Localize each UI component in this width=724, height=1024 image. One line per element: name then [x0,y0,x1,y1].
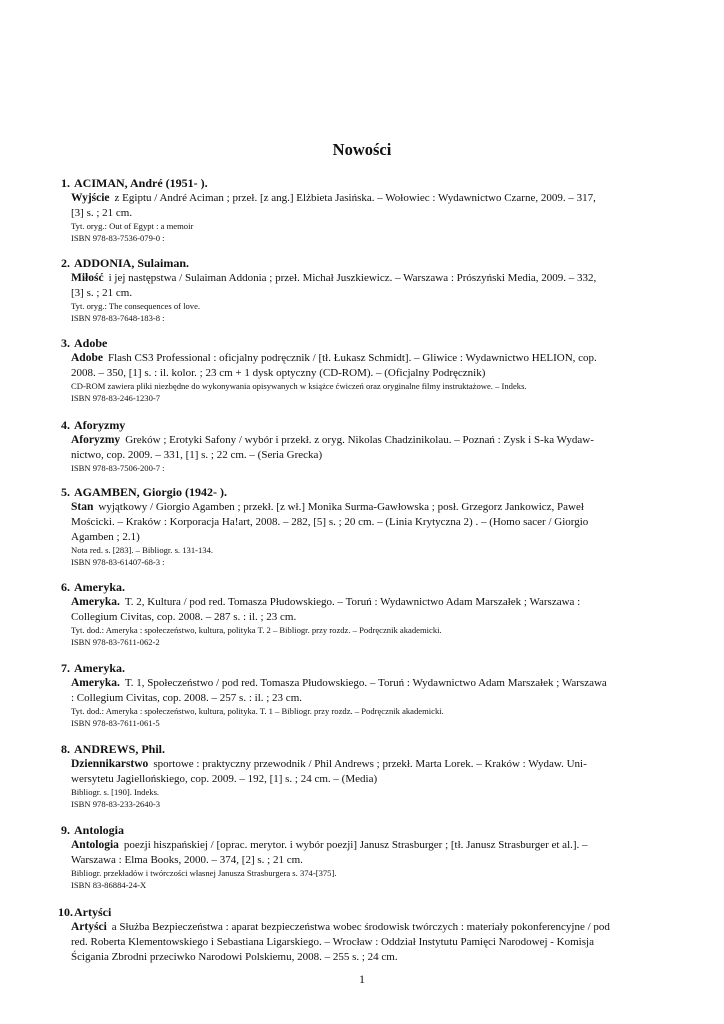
entry-description-line [71,950,658,965]
entry-heading [58,742,658,757]
entry-description-text: 2008. – 350, [1] s. : il. kolor. ; 23 cm + 1 dysk optyczny (CD-ROM). – (Oficjalny Podręcznik) [71,367,486,379]
entry-note: ISBN 978-83-233-2640-3 [71,798,161,809]
entry-description-line [71,610,658,625]
entry-description-line [71,515,658,530]
entry-author: Artyści [74,905,112,919]
entry-description-text: z Egiptu / André Aciman ; przeł. [z ang.] Elżbieta Jasińska. – Wołowiec : Wydawnictwo Czarne, 2009. – 317, [114,192,596,204]
entry-author: ANDREWS, Phil. [74,742,166,756]
entry-description-line [71,206,658,221]
entry-description-line [71,191,658,206]
entry-description-line [71,366,658,381]
entry-description-text: sportowe : praktyczny przewodnik / Phil Andrews ; przekł. Marta Lorek. – Kraków : Wydaw. Uni- [153,758,587,770]
entry [58,580,658,648]
entry-heading [58,580,658,595]
entry-note: Tyt. dod.: Ameryka : społeczeństwo, kultura, polityka. T. 1 – Bibliogr. przy rozdz. – Podręcznik akademicki. [71,706,444,716]
entry-description-text: i jej następstwa / Sulaiman Addonia ; przeł. Michał Juszkiewicz. – Warszawa : Prószyński Media, 2009. – 332, [108,272,597,284]
entry-description-line [71,530,658,545]
entry-number: 3. [61,336,70,350]
entry-author: Ameryka. [74,580,125,594]
entry-heading [58,661,658,676]
entry-description-text: : Collegium Civitas, cop. 2008. – 257 s. : il. ; 23 cm. [71,692,302,704]
entry-author: Adobe [74,336,108,350]
entry-title-lead: Miłość [71,272,104,284]
entry-description-text: Flash CS3 Professional : oficjalny podręcznik / [tł. Łukasz Schmidt]. – Gliwice : Wydawnictwo HELION, cop. [107,352,597,364]
entry-title-lead: Antologia [71,839,119,851]
entry-description-line [71,676,658,691]
entry-title-lead: Artyści [71,921,107,933]
entry-title-lead: Adobe [71,352,103,364]
entry-author: Aforyzmy [74,418,126,432]
entry-heading [58,256,658,271]
entry-description-text: Ścigania Zbrodni przeciwko Narodowi Polskiemu, 2008. – 255 s. ; 24 cm. [71,951,398,963]
entry [58,823,658,891]
entry-heading [58,905,658,920]
entry-author: ADDONIA, Sulaiman. [74,256,190,270]
entry-description-line [71,271,658,286]
entry-title-lead: Ameryka. [71,596,120,608]
entry-description-line [71,691,658,706]
entry-description-line [71,772,658,787]
entry-note: Tyt. oryg.: The consequences of love. [71,301,201,311]
entry-number: 7. [61,661,70,675]
page-title: Nowości [332,140,392,159]
entry-note: ISBN 83-86884-24-X [71,879,147,890]
entry-description-text: [3] s. ; 21 cm. [71,207,133,219]
entry-heading [58,823,658,838]
entry-title-lead: Wyjście [71,192,110,204]
entry-heading [58,336,658,351]
entry-description-text: T. 1, Społeczeństwo / pod red. Tomasza Płudowskiego. – Toruń : Wydawnictwo Adam Marszałek ; Warszawa [124,677,607,689]
entry-title-lead: Stan [71,501,94,513]
entry-note: ISBN 978-83-7506-200-7 : [71,463,165,473]
entry-description-line [71,757,658,772]
entry-description-text: Warszawa : Elma Books, 2000. – 374, [2] s. ; 21 cm. [71,854,303,866]
entry-author: Antologia [74,823,125,837]
entry-note: Tyt. dod.: Ameryka : społeczeństwo, kultura, polityka T. 2 – Bibliogr. przy rozdz. – Podręcznik akademicki. [71,625,442,635]
entry-description-text: [3] s. ; 21 cm. [71,287,133,299]
entry-number: 6. [61,580,70,594]
entry-number: 8. [61,742,70,756]
entry-description-text: Mościcki. – Kraków : Korporacja Ha!art, 2008. – 282, [5] s. ; 20 cm. – (Linia Krytyczna 2) . – (Homo sacer / Giorgio [71,516,589,528]
entry-note: CD-ROM zawiera pliki niezbędne do wykonywania opisywanych w książce ćwiczeń oraz oryginalne filmy instruktażowe. – Indeks. [71,381,527,391]
entry-description-line [71,838,658,853]
entry-note: ISBN 978-83-7536-079-0 : [71,232,165,243]
entry [58,485,658,568]
entry-author: ACIMAN, André (1951- ). [74,176,208,190]
entry-title-lead: Dziennikarstwo [71,758,149,770]
entry-number: 4. [61,418,70,432]
entry-description-line [71,351,658,366]
entry-description-line [71,500,658,515]
entry [58,336,658,404]
entry-description-text: Greków ; Erotyki Safony / wybór i przekł. z oryg. Nikolas Chadzinikolau. – Poznań : Zysk i S-ka Wydaw- [125,434,594,446]
entry [58,905,658,965]
entry-author: Ameryka. [74,661,125,675]
entry-number: 1. [61,176,70,190]
entry-author: AGAMBEN, Giorgio (1942- ). [74,485,227,499]
entry-description-text: poezji hiszpańskiej / [oprac. merytor. i wybór poezji] Janusz Strasburger ; [tł. Janusz Strasburger et al.]. – [123,839,588,851]
entry-description-text: nictwo, cop. 2009. – 331, [1] s. ; 22 cm. – (Seria Grecka) [71,449,323,461]
entry-description-text: a Służba Bezpieczeństwa : aparat bezpieczeństwa wobec środowisk twórczych : materiały pokonferencyjne / pod [111,921,610,933]
entry-heading [58,485,658,500]
entry-note: Nota red. s. [283]. – Bibliogr. s. 131-134. [71,545,214,555]
entry-note: ISBN 978-83-61407-68-3 : [71,556,165,567]
entry-title-lead: Ameryka. [71,677,120,689]
entry-note: ISBN 978-83-7611-061-5 [71,717,160,728]
entry-note: ISBN 978-83-7648-183-8 : [71,312,165,323]
entry-number: 9. [61,823,70,837]
entry-description-line [71,935,658,950]
entry-heading [58,418,658,433]
entry [58,176,658,244]
entry-description-line [71,595,658,610]
entry-note: Bibliogr. przekładów i twórczości własnej Janusza Strasburgera s. 374-[375]. [71,868,337,878]
entry-description-text: Agamben ; 2.1) [71,531,140,543]
entry-description-text: T. 2, Kultura / pod red. Tomasza Płudowskiego. – Toruń : Wydawnictwo Adam Marszałek ; Warszawa : [124,596,581,608]
entry-note: Bibliogr. s. [190]. Indeks. [71,787,160,797]
entry-description-text: Collegium Civitas, cop. 2008. – 287 s. : il. ; 23 cm. [71,611,297,623]
entry-note: ISBN 978-83-246-1230-7 [71,392,161,403]
entry [58,418,658,475]
page-number: 1 [359,972,365,986]
entry [58,256,658,324]
entry-description-line [71,433,658,448]
entry [58,742,658,810]
entry-number: 10. [58,905,73,919]
entry-note: Tyt. oryg.: Out of Egypt : a memoir [71,221,194,231]
entry-description-text: wyjątkowy / Giorgio Agamben ; przekł. [z wł.] Monika Surma-Gawłowska ; posł. Grzegorz Jankowicz, Paweł [98,501,584,513]
entry-heading [58,176,658,191]
entry [58,661,658,729]
entry-description-line [71,286,658,301]
entry-note: ISBN 978-83-7611-062-2 [71,636,160,647]
entry-description-line [71,853,658,868]
entry-title-lead: Aforyzmy [71,434,121,446]
entry-number: 5. [61,485,70,499]
entry-number: 2. [61,256,70,270]
entry-description-line [71,920,658,935]
entry-description-line [71,448,658,463]
entry-description-text: red. Roberta Klementowskiego i Sebastiana Ligarskiego. – Wrocław : Oddział Instytutu Pamięci Narodowej - Komisja [71,936,594,948]
entry-description-text: wersytetu Jagiellońskiego, cop. 2009. – 192, [1] s. ; 24 cm. – (Media) [71,773,378,785]
